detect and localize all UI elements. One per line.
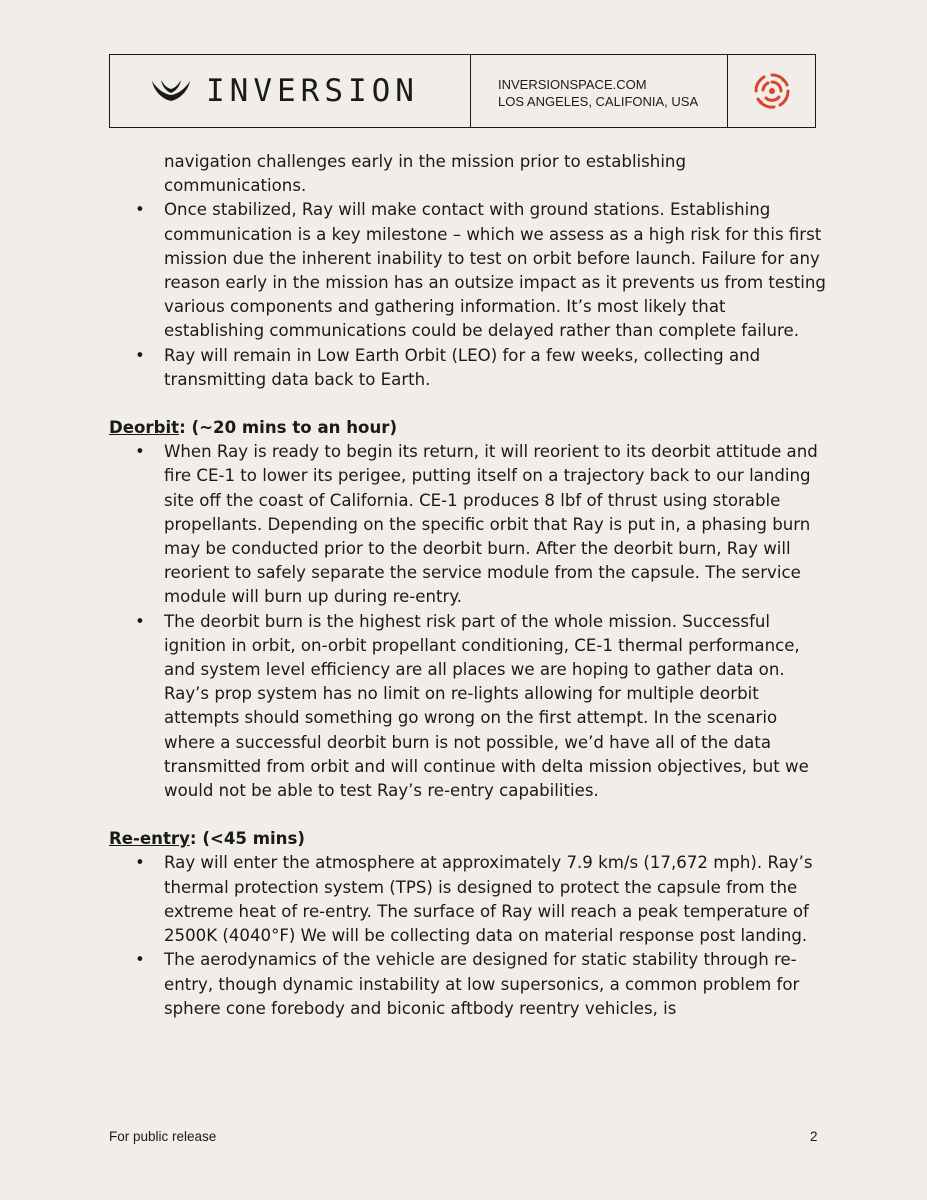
emblem-icon [752,71,792,111]
document-body [109,150,829,1021]
deorbit-bullets [109,440,829,803]
list-item: • Ray will remain in Low Earth Orbit (LEO) for a few weeks, collecting and transmitting data back to Earth. [109,344,829,392]
emblem-block [728,55,815,127]
page-number: 2 [810,1129,818,1144]
section-title: Deorbit [109,418,180,438]
brand-name: INVERSION [206,73,419,109]
reentry-bullets [109,851,829,1020]
brand-block [110,55,471,127]
list-item: • The aerodynamics of the vehicle are designed for static stability through re-entry, though dynamic instability at low supersonics, a common problem for sphere cone forebody and biconic aftbody reentry vehicles, is [109,948,829,1021]
footer-note: For public release [109,1129,217,1144]
section-heading-deorbit [109,416,829,440]
section-heading-reentry [109,827,829,851]
mission-bullets [109,198,829,392]
page-header [109,54,816,128]
section-detail: : (~20 mins to an hour) [179,418,398,438]
contact-block [471,55,728,127]
section-detail: : (<45 mins) [189,829,305,849]
list-item: • When Ray is ready to begin its return, it will reorient to its deorbit attitude and fire CE-1 to lower its perigee, putting itself on a trajectory back to our landing site off the coast of California. CE-1 produces 8 lbf of thrust using storable propellants. Depending on the specific orbit that Ray is put in, a phasing burn may be conducted prior to the deorbit burn. After the deorbit burn, Ray will reorient to safely separate the service module from the capsule. The service module will burn up during re-entry. [109,440,829,609]
list-item: • The deorbit burn is the highest risk part of the whole mission. Successful ignition in orbit, on-orbit propellant conditioning, CE-1 thermal performance, and system level efficiency are all places we are hoping to gather data on. Ray’s prop system has no limit on re-lights allowing for multiple deorbit attempts should something go wrong on the first attempt. In the scenario where a successful deorbit burn is not possible, we’d have all of the data transmitted from orbit and will continue with delta mission objectives, but we would not be able to test Ray’s re-entry capabilities. [109,610,829,804]
website-text: INVERSIONSPACE.COM [498,77,647,92]
inversion-logo-icon [148,77,194,105]
section-title: Re-entry [109,829,190,849]
list-item: • Once stabilized, Ray will make contact with ground stations. Establishing communication is a key milestone – which we assess as a high risk for this first mission due the inherent inability to test on orbit before launch. Failure for any reason early in the mission has an outsize impact as it prevents us from testing various components and gathering information. It’s most likely that establishing communications could be delayed rather than complete failure. [109,198,829,343]
list-item: • Ray will enter the atmosphere at approximately 7.9 km/s (17,672 mph). Ray’s thermal protection system (TPS) is designed to protect the capsule from the extreme heat of re-entry. The surface of Ray will reach a peak temperature of 2500K (4040°F) We will be collecting data on material response post landing. [109,851,829,948]
location-text: LOS ANGELES, CALIFONIA, USA [498,94,699,109]
continuation-text: navigation challenges early in the mission prior to establishing communications. [164,152,686,196]
